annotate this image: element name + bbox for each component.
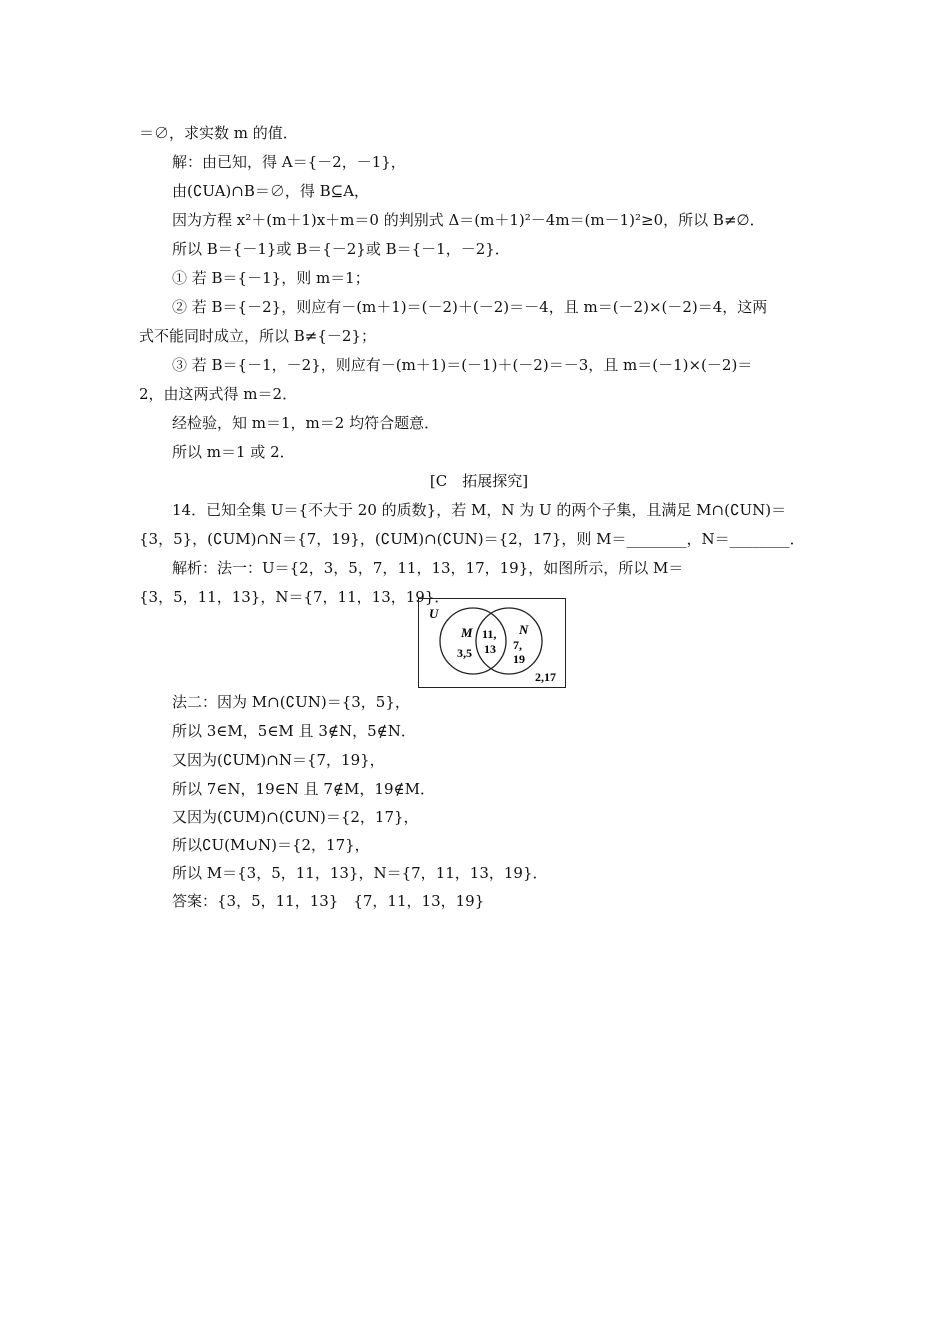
text-line: 法二：因为 M∩(∁UN)＝{3，5}， <box>172 693 410 711</box>
text-line: 所以 M＝{3，5，11，13}，N＝{7，11，13，19}． <box>172 864 548 882</box>
venn-diagram <box>418 598 566 688</box>
venn-svg <box>419 599 567 689</box>
intersection-elements: 11, <box>482 627 497 641</box>
problem-statement: 14．已知全集 U＝{不大于 20 的质数}，若 M，N 为 U 的两个子集，且满足 M∩(∁UN)＝ <box>172 501 787 519</box>
text-line: 因为方程 x²＋(m＋1)x＋m＝0 的判别式 Δ＝(m＋1)²－4m＝(m－1)²≥0，所以 B≠∅． <box>172 211 765 229</box>
text-line: {3，5，11，13}，N＝{7，11，13，19}． <box>139 588 450 606</box>
answer-line: 答案：{3，5，11，13} {7，11，13，19} <box>172 892 485 910</box>
text-line: ＝∅，求实数 m 的值． <box>139 124 298 142</box>
n-only-elements: 19 <box>513 652 525 666</box>
text-line: 解：由已知，得 A＝{－2，－1}， <box>172 153 406 171</box>
text-line: 解析：法一：U＝{2，3，5，7，11，13，17，19}，如图所示，所以 M＝ <box>172 559 684 577</box>
set-m-circle <box>440 608 506 674</box>
set-n-circle <box>476 608 542 674</box>
set-n-label: N <box>519 622 529 637</box>
outside-elements: 2,17 <box>535 670 556 684</box>
m-only-elements: 3,5 <box>457 646 472 660</box>
n-only-elements: 7, <box>513 638 522 652</box>
text-line: 式不能同时成立，所以 B≠{－2}； <box>139 327 376 345</box>
text-line: 2，由这两式得 m＝2． <box>139 385 298 403</box>
text-line: 所以 B＝{－1}或 B＝{－2}或 B＝{－1，－2}． <box>172 240 510 258</box>
text-line: 经检验，知 m＝1，m＝2 均符合题意． <box>172 414 440 432</box>
text-line: 所以 m＝1 或 2． <box>172 443 295 461</box>
text-line: ③ 若 B＝{－1，－2}，则应有－(m＋1)＝(－1)＋(－2)＝－3，且 m＝(－1)×(－2)＝ <box>172 356 753 374</box>
section-heading: [C 拓展探究] <box>429 472 529 490</box>
set-m-label: M <box>461 625 473 640</box>
text-line: ① 若 B＝{－1}，则 m＝1； <box>172 269 370 287</box>
text-line: 所以 3∈M，5∈M 且 3∉N，5∉N． <box>172 722 416 740</box>
text-line: 所以∁U(M∪N)＝{2，17}， <box>172 836 370 854</box>
text-line: 又因为(∁UM)∩N＝{7，19}， <box>172 751 385 769</box>
text-line: 又因为(∁UM)∩(∁UN)＝{2，17}， <box>172 808 419 826</box>
text-line: 所以 7∈N，19∈N 且 7∉M，19∉M． <box>172 780 435 798</box>
text-line: ② 若 B＝{－2}，则应有－(m＋1)＝(－2)＋(－2)＝－4，且 m＝(－2)×(－2)＝4，这两 <box>172 298 768 316</box>
universe-label: U <box>429 606 439 621</box>
text-line: 由(∁UA)∩B＝∅，得 B⊆A， <box>172 182 370 200</box>
intersection-elements: 13 <box>484 642 496 656</box>
problem-statement: {3，5}，(∁UM)∩N＝{7，19}，(∁UM)∩(∁UN)＝{2，17}，则 M＝________，N＝________． <box>139 530 805 548</box>
